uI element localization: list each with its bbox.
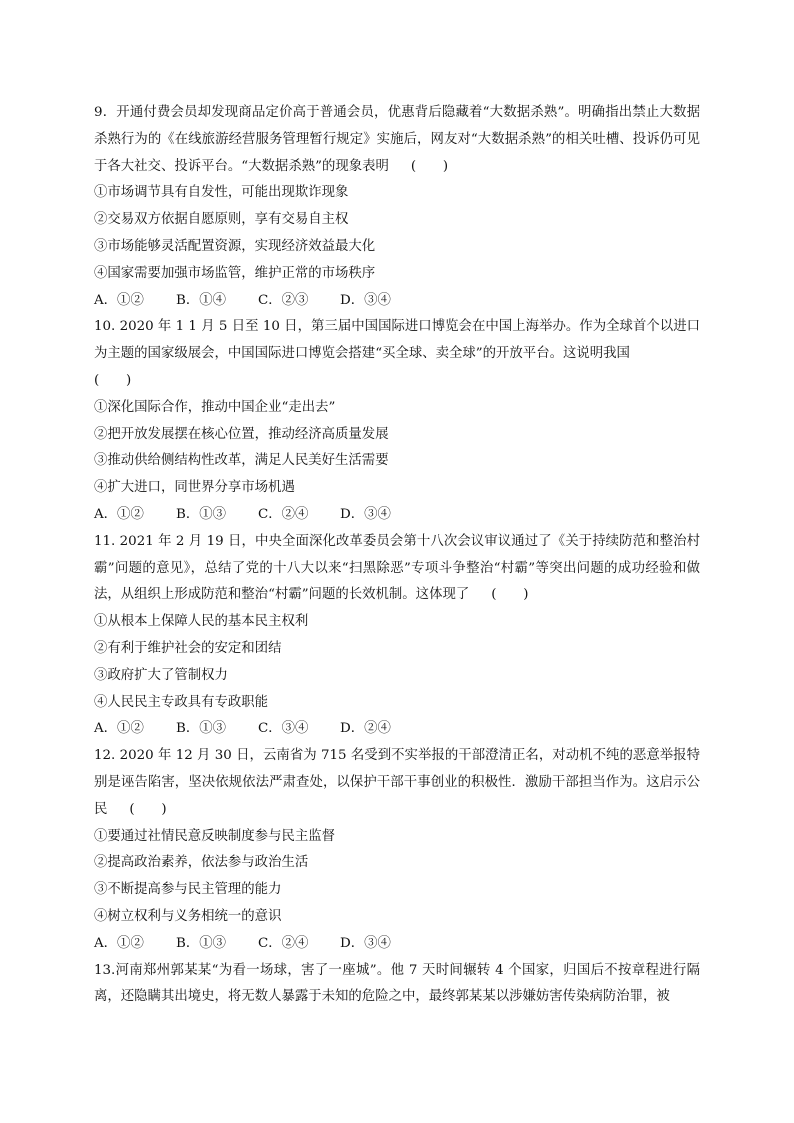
choice-d: D．③④ (340, 292, 391, 308)
question-stem: 13.河南郑州郭某某“为看一场球，害了一座城”。他 7 天时间辗转 4 个国家，归国后不按章程进行隔离，还隐瞒其出境史，将无数人暴露于未知的危险之中，最终郭某某以涉嫌妨害传染病防治罪，被 (94, 962, 700, 1005)
answer-choices (94, 716, 700, 743)
question-10 (94, 314, 700, 528)
option-2: ②提高政治素养，依法参与政治生活 (94, 855, 309, 871)
choice-c: C．②④ (258, 506, 309, 522)
choice-a: A．①② (94, 506, 144, 522)
choice-a: A．①② (94, 292, 144, 308)
option-2: ②有利于维护社会的安定和团结 (94, 640, 282, 656)
question-list (94, 100, 700, 1011)
choice-b: B．①③ (176, 935, 227, 951)
question-12 (94, 743, 700, 957)
answer-paren: ( ) (94, 372, 132, 388)
choice-c: C．②③ (258, 292, 309, 308)
choice-d: D．③④ (340, 935, 391, 951)
option-1: ①深化国际合作，推动中国企业“走出去” (94, 399, 336, 415)
option-3: ③推动供给侧结构性改革，满足人民美好生活需要 (94, 453, 389, 469)
option-3: ③不断提高参与民主管理的能力 (94, 882, 282, 898)
choice-a: A．①② (94, 935, 144, 951)
question-9 (94, 100, 700, 314)
question-13 (94, 958, 700, 1012)
option-3: ③政府扩大了管制权力 (94, 667, 228, 683)
choice-b: B．①③ (176, 506, 227, 522)
choice-d: D．③④ (340, 506, 391, 522)
answer-paren: ( ) (491, 587, 529, 603)
choice-a: A．①② (94, 721, 144, 737)
option-2: ②交易双方依据自愿原则，享有交易自主权 (94, 212, 349, 228)
option-4: ④人民民主专政具有专政职能 (94, 694, 269, 710)
option-4: ④扩大进口，同世界分享市场机遇 (94, 480, 295, 496)
question-stem: 11. 2021 年 2 月 19 日，中央全面深化改革委员会第十八次会议审议通过了《关于持续防范和整治村霸”问题的意见》，总结了党的十八大以来“扫黑除恶”专项斗争整治“村霸”等突出问题的成功经验和做法，从组织上形成防范和整治“村霸”问题的长效机制。这体现了 ( ) (94, 529, 700, 609)
choice-b: B．①④ (176, 292, 227, 308)
choice-c: C．②④ (258, 935, 309, 951)
option-2: ②把开放发展摆在核心位置，推动经济高质量发展 (94, 426, 389, 442)
option-4: ④国家需要加强市场监管，维护正常的市场秩序 (94, 265, 376, 281)
question-stem: 10. 2020 年 1 1 月 5 日至 10 日，第三届中国国际进口博览会在中国上海举办。作为全球首个以进口为主题的国家级展会，中国国际进口博览会搭建“买全球、卖全球”的开放平台。这说明我国 ( ) (94, 314, 700, 394)
answer-choices (94, 288, 700, 315)
question-stem: 12. 2020 年 12 月 30 日，云南省为 715 名受到不实举报的干部澄清正名，对动机不纯的恶意举报特别是诬告陷害，坚决依规依法严肃查处，以保护干部干事创业的积极性．激励干部担当作为。这启示公民 ( ) (94, 743, 700, 823)
option-1: ①要通过社情民意反映制度参与民主监督 (94, 828, 336, 844)
choice-c: C．③④ (258, 721, 309, 737)
option-1: ①市场调节具有自发性，可能出现欺诈现象 (94, 185, 349, 201)
option-1: ①从根本上保障人民的基本民主权利 (94, 614, 309, 630)
answer-paren: ( ) (410, 158, 449, 174)
question-11 (94, 529, 700, 743)
question-stem: 9．开通付费会员却发现商品定价高于普通会员，优惠背后隐藏着“大数据杀熟”。明确指出禁止大数据杀熟行为的《在线旅游经营服务管理暂行规定》实施后，网友对“大数据杀熟”的相关吐槽、投诉仍可见于各大社交、投诉平台。“大数据杀熟”的现象表明 ( ) (94, 100, 700, 180)
answer-choices (94, 502, 700, 529)
option-3: ③市场能够灵活配置资源，实现经济效益最大化 (94, 238, 376, 254)
answer-choices (94, 931, 700, 958)
choice-b: B．①③ (176, 721, 227, 737)
option-4: ④树立权利与义务相统一的意识 (94, 908, 282, 924)
choice-d: D．②④ (340, 721, 391, 737)
answer-paren: ( ) (129, 801, 167, 817)
